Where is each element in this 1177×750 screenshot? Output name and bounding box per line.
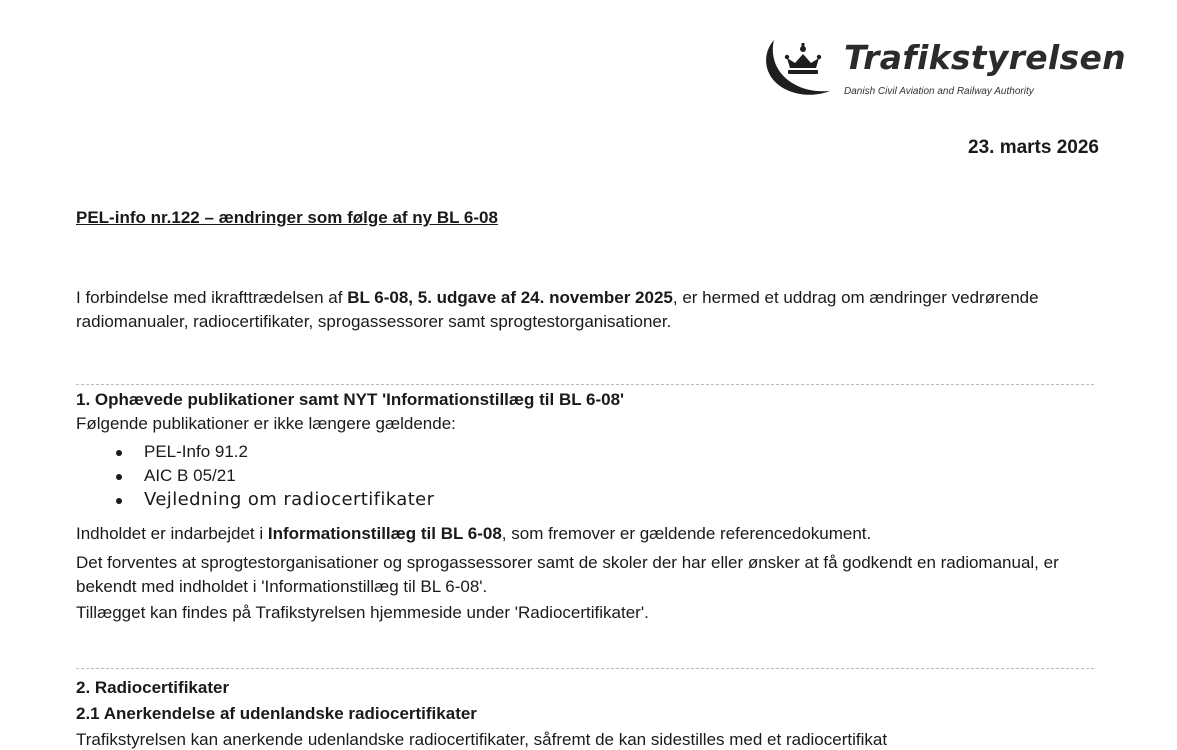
list-item: [76, 488, 434, 512]
list-item: [76, 440, 434, 464]
document-title: PEL-info nr.122 – ændringer som følge af ny BL 6-08: [76, 208, 498, 227]
bullet-icon: [116, 474, 122, 480]
document-date: 23. marts 2026: [968, 137, 1099, 158]
section2-subheading: 2.1 Anerkendelse af udenlandske radiocertifikater: [76, 704, 477, 723]
section1-line2: Det forventes at sprogtestorganisationer og sprogassessorer samt de skoler der har eller ønsker at få godkendt en radiomanual, er bekendt med indholdet i 'Informationstillæg til BL 6-08'.: [76, 553, 1059, 596]
line1-post: , som fremover er gældende referencedokument.: [501, 524, 872, 543]
list-item-label: PEL-Info 91.2: [144, 442, 248, 461]
list-item-label: AIC B 05/21: [144, 466, 236, 485]
section2-heading: 2. Radiocertifikater: [76, 678, 230, 697]
intro-paragraph: [76, 286, 1116, 334]
section1-line3: Tillægget kan findes på Trafikstyrelsen hjemmeside under 'Radiocertifikater'.: [76, 603, 649, 622]
list-item: [76, 464, 434, 488]
line1-pre: Indholdet er indarbejdet i: [76, 524, 268, 543]
trafikstyrelsen-logo: [760, 34, 1126, 104]
intro-text-bold: BL 6-08, 5. udgave af 24. november 2025: [347, 288, 673, 307]
section2-text: Trafikstyrelsen kan anerkende udenlandske radiocertifikater, såfremt de kan sidestilles med et radiocertifikat: [76, 730, 888, 749]
org-name: Trafikstyrelsen: [844, 38, 1126, 77]
crown-icon: [760, 34, 842, 104]
org-subtitle: Danish Civil Aviation and Railway Authority: [844, 86, 1034, 97]
intro-text-post: , er hermed et uddrag om ændringer vedrørende radiomanualer, radiocertifikater, sprogassessorer samt sprogtestorganisationer.: [76, 288, 1039, 331]
line1-bold: Informationstillæg til BL 6-08: [267, 524, 502, 543]
section-divider: [76, 668, 1094, 669]
section1-line1: [76, 524, 871, 544]
section-divider: [76, 384, 1094, 385]
intro-text-pre: I forbindelse med ikrafttrædelsen af: [76, 288, 348, 307]
bullet-icon: [116, 498, 122, 504]
section1-heading: 1. Ophævede publikationer samt NYT 'Informationstillæg til BL 6-08': [76, 390, 625, 409]
list-item-label: Vejledning om radiocertifikater: [144, 489, 435, 510]
publication-list: [76, 440, 434, 512]
section1-lead: Følgende publikationer er ikke længere gældende:: [76, 414, 456, 433]
bullet-icon: [116, 450, 122, 456]
